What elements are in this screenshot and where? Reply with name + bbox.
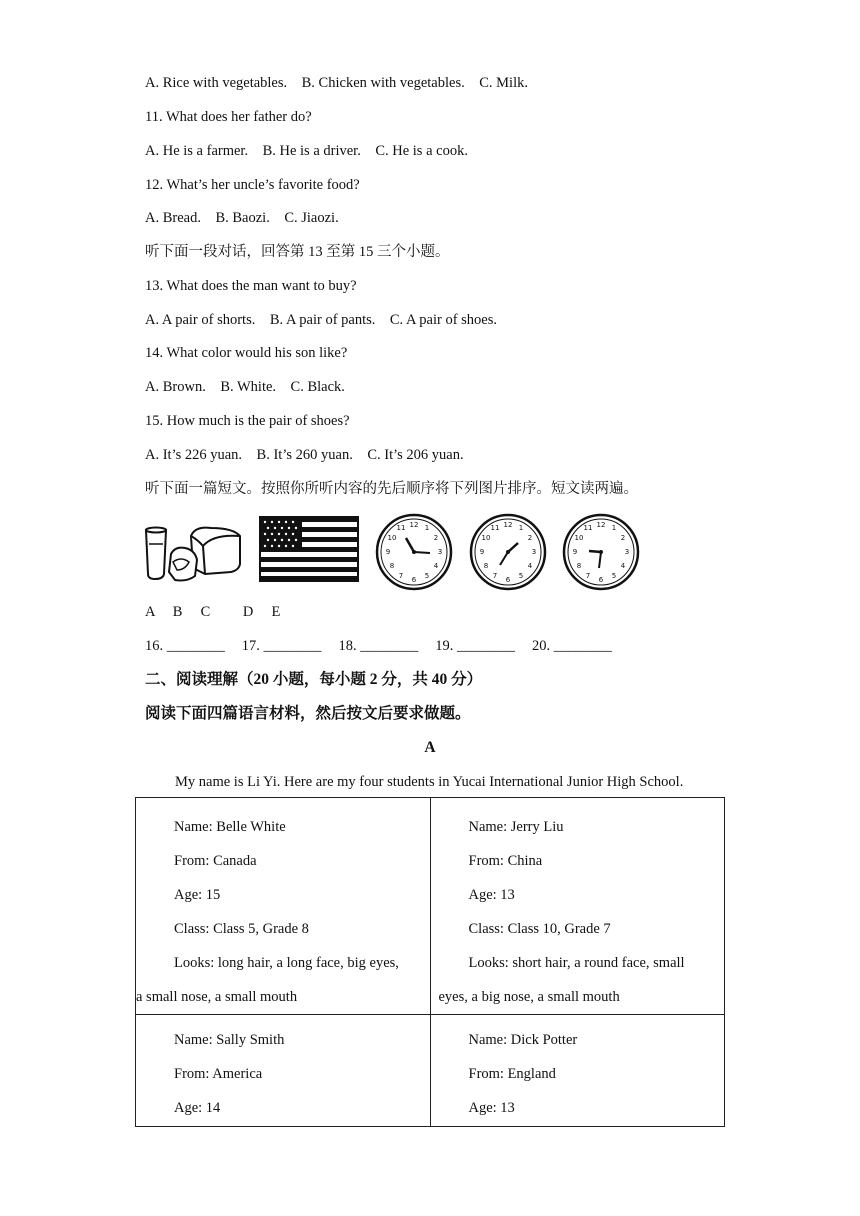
- student-class: Class: Class 10, Grade 7: [468, 921, 611, 937]
- milk-glass-icon: [146, 528, 166, 580]
- student-card: [430, 1015, 725, 1127]
- svg-text:3: 3: [437, 548, 443, 556]
- svg-text:5: 5: [611, 572, 617, 580]
- svg-text:12: 12: [409, 521, 419, 529]
- clock-icon: [375, 513, 453, 591]
- student-from: From: Canada: [174, 853, 257, 869]
- svg-text:4: 4: [527, 562, 533, 570]
- student-looks: Looks: short hair, a round face, small: [468, 955, 685, 971]
- svg-text:11: 11: [490, 524, 500, 532]
- svg-text:3: 3: [624, 548, 630, 556]
- student-looks-cont: eyes, a big nose, a small mouth: [438, 989, 620, 1005]
- svg-text:4: 4: [433, 562, 439, 570]
- bread-loaf-icon: [169, 528, 240, 581]
- picture-labels: A B C D E: [145, 604, 281, 620]
- student-info-table: [135, 797, 725, 1127]
- svg-text:7: 7: [585, 572, 591, 580]
- clock-icon: [469, 513, 547, 591]
- student-from: From: China: [468, 853, 543, 869]
- svg-text:2: 2: [620, 534, 626, 542]
- answer-blanks: [145, 636, 612, 656]
- svg-text:1: 1: [518, 524, 524, 532]
- blank-16: 16. ________: [145, 638, 225, 654]
- blank-19: 19. ________: [435, 638, 515, 654]
- svg-text:6: 6: [598, 576, 604, 584]
- q15-options: A. It’s 226 yuan. B. It’s 260 yuan. C. It’s 206 yuan.: [145, 447, 464, 463]
- svg-text:8: 8: [576, 562, 582, 570]
- svg-text:11: 11: [396, 524, 406, 532]
- q13-question: 13. What does the man want to buy?: [145, 278, 357, 294]
- student-card: [136, 798, 431, 1015]
- svg-text:12: 12: [503, 521, 513, 529]
- q12-question: 12. What’s her uncle’s favorite food?: [145, 177, 360, 193]
- q14-options: A. Brown. B. White. C. Black.: [145, 379, 345, 395]
- student-name: Name: Sally Smith: [174, 1032, 285, 1048]
- svg-text:3: 3: [531, 548, 537, 556]
- student-card: [136, 1015, 431, 1127]
- milk-and-bread-picture: [143, 524, 243, 584]
- student-card: [430, 798, 725, 1015]
- student-from: From: America: [174, 1066, 263, 1082]
- svg-text:10: 10: [387, 534, 397, 542]
- q14-question: 14. What color would his son like?: [145, 345, 348, 361]
- svg-text:12: 12: [596, 521, 606, 529]
- student-class: Class: Class 5, Grade 8: [174, 921, 309, 937]
- student-age: Age: 13: [468, 1100, 515, 1116]
- svg-text:4: 4: [620, 562, 626, 570]
- blank-17: 17. ________: [241, 638, 322, 654]
- svg-text:5: 5: [518, 572, 524, 580]
- svg-text:2: 2: [433, 534, 439, 542]
- svg-text:2: 2: [527, 534, 533, 542]
- svg-text:1: 1: [611, 524, 617, 532]
- svg-text:7: 7: [398, 572, 404, 580]
- passage-letter: A: [424, 739, 436, 756]
- american-flag-icon: [259, 516, 359, 582]
- clock-icon: [562, 513, 640, 591]
- svg-text:6: 6: [411, 576, 417, 584]
- q10-options: A. Rice with vegetables. B. Chicken with vegetables. C. Milk.: [145, 75, 528, 91]
- q11-options: A. He is a farmer. B. He is a driver. C. He is a cook.: [145, 143, 468, 159]
- svg-text:6: 6: [505, 576, 511, 584]
- q13-options: A. A pair of shorts. B. A pair of pants. C. A pair of shoes.: [145, 312, 498, 328]
- student-name: Name: Jerry Liu: [468, 819, 564, 835]
- student-from: From: England: [468, 1066, 556, 1082]
- svg-text:9: 9: [572, 548, 578, 556]
- svg-text:10: 10: [574, 534, 584, 542]
- svg-text:8: 8: [483, 562, 489, 570]
- q15-question: 15. How much is the pair of shoes?: [145, 413, 350, 429]
- section-instruction: 阅读下面四篇语言材料，然后按文后要求做题。: [145, 705, 471, 722]
- instruction-13-15: 听下面一段对话，回答第 13 至第 15 三个小题。: [145, 244, 450, 260]
- q11-question: 11. What does her father do?: [145, 109, 312, 125]
- student-looks-cont: a small nose, a small mouth: [136, 989, 298, 1005]
- student-name: Name: Dick Potter: [468, 1032, 578, 1048]
- student-age: Age: 14: [174, 1100, 221, 1116]
- student-age: Age: 15: [174, 887, 221, 903]
- section-heading: 二、阅读理解（20 小题，每小题 2 分，共 40 分）: [145, 671, 483, 688]
- svg-text:5: 5: [424, 572, 430, 580]
- svg-text:11: 11: [583, 524, 593, 532]
- blank-20: 20. ________: [532, 638, 612, 654]
- table-row: [136, 1015, 725, 1127]
- blank-18: 18. ________: [338, 638, 419, 654]
- svg-text:7: 7: [492, 572, 498, 580]
- passage-intro: My name is Li Yi. Here are my four students in Yucai International Junior High School.: [175, 774, 684, 790]
- instruction-16-20: 听下面一篇短文。按照你所听内容的先后顺序将下列图片排序。短文读两遍。: [145, 481, 638, 497]
- student-name: Name: Belle White: [174, 819, 286, 835]
- svg-text:9: 9: [479, 548, 485, 556]
- svg-text:8: 8: [389, 562, 395, 570]
- student-looks: Looks: long hair, a long face, big eyes,: [174, 955, 399, 971]
- q12-options: A. Bread. B. Baozi. C. Jiaozi.: [145, 210, 339, 226]
- svg-text:1: 1: [424, 524, 430, 532]
- table-row: [136, 798, 725, 1015]
- student-age: Age: 13: [468, 887, 515, 903]
- svg-text:9: 9: [385, 548, 391, 556]
- svg-text:10: 10: [481, 534, 491, 542]
